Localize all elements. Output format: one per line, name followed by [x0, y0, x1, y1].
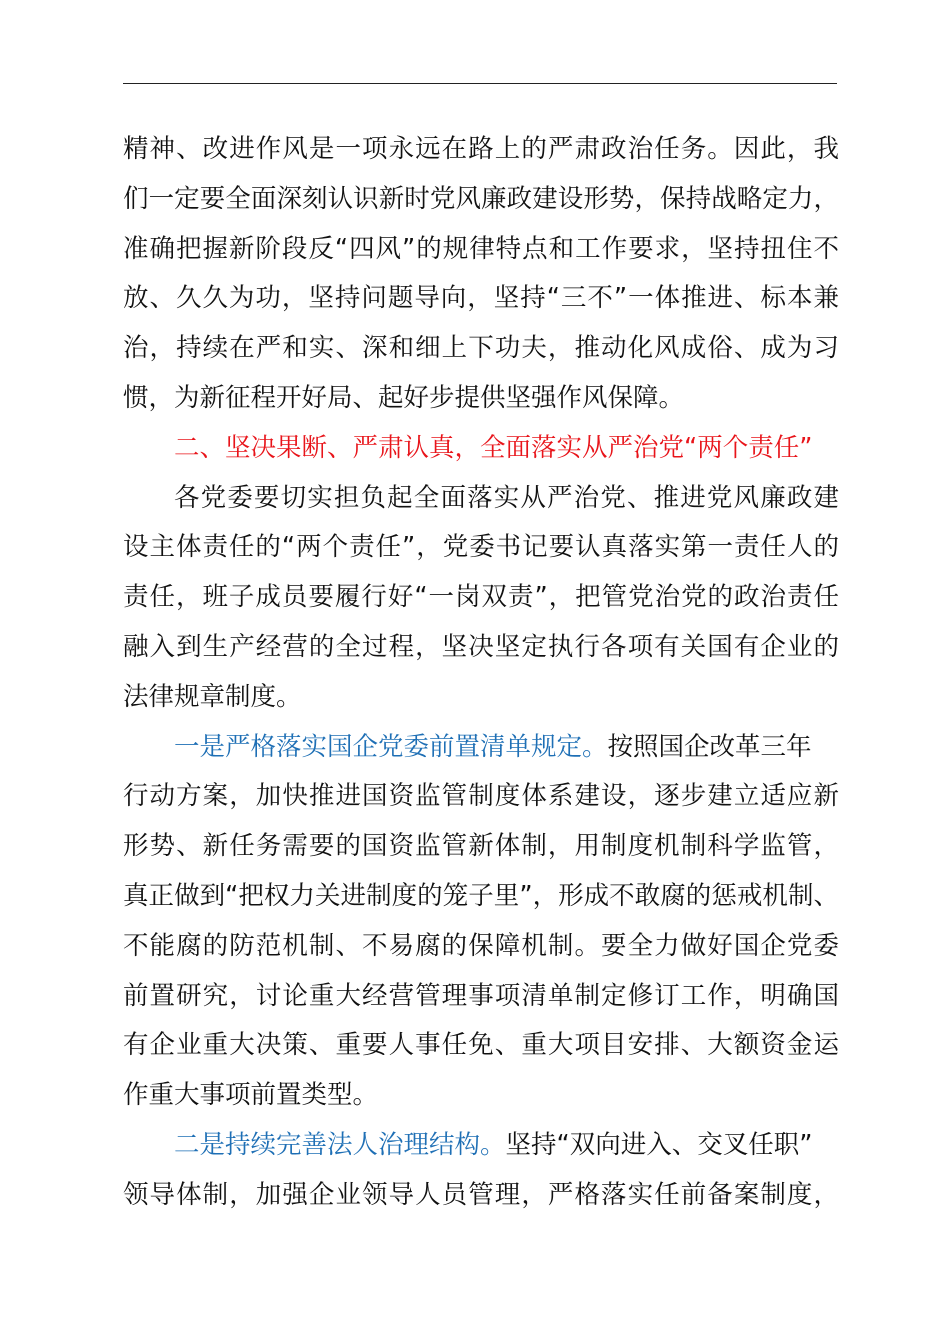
text-line: 融入到生产经营的全过程，坚决坚定执行各项有关国有企业的 — [123, 631, 839, 662]
text-line: 放、久久为功，坚持问题导向，坚持“三不”一体推进、标本兼 — [123, 283, 839, 314]
text-line: 法律规章制度。 — [123, 681, 302, 712]
paragraph-continuation — [123, 125, 839, 424]
text-line — [123, 723, 839, 773]
text-line: 真正做到“把权力关进制度的笼子里”，形成不敢腐的惩戒机制、 — [123, 880, 839, 911]
text-line: 惯，为新征程开好局、起好步提供坚强作风保障。 — [123, 382, 685, 413]
text-line: 形势、新任务需要的国资监管新体制，用制度机制科学监管， — [123, 831, 839, 862]
point-two-text: 坚持“双向进入、交叉任职” — [505, 1129, 813, 1160]
text-line: 不能腐的防范机制、不易腐的保障机制。要全力做好国企党委 — [123, 930, 839, 961]
text-line: 各党委要切实担负起全面落实从严治党、推进党风廉政建 — [174, 482, 839, 513]
paragraph-point-one — [123, 723, 839, 1121]
text-line: 设主体责任的“两个责任”，党委书记要认真落实第一责任人的 — [123, 532, 839, 563]
text-line: 行动方案，加快推进国资监管制度体系建设，逐步建立适应新 — [123, 781, 839, 812]
point-one-title: 一是严格落实国企党委前置清单规定。 — [174, 731, 608, 762]
text-line: 责任，班子成员要履行好“一岗双责”，把管党治党的政治责任 — [123, 582, 839, 613]
text-line — [123, 1121, 839, 1171]
text-line: 精神、改进作风是一项永远在路上的严肃政治任务。因此，我 — [123, 134, 839, 164]
text-line: 准确把握新阶段反“四风”的规律特点和工作要求，坚持扭住不 — [123, 233, 839, 264]
header-rule — [123, 83, 837, 84]
text-line: 前置研究，讨论重大经营管理事项清单制定修订工作，明确国 — [123, 980, 839, 1011]
text-line: 治，持续在严和实、深和细上下功夫，推动化风成俗、成为习 — [123, 333, 839, 364]
text-line: 领导体制，加强企业领导人员管理，严格落实任前备案制度， — [123, 1179, 839, 1210]
section-heading: 二、坚决果断、严肃认真，全面落实从严治党“两个责任” — [174, 432, 813, 463]
point-one-text: 按照国企改革三年 — [607, 731, 812, 762]
point-two-title: 二是持续完善法人治理结构。 — [174, 1129, 506, 1160]
text-line: 作重大事项前置类型。 — [123, 1080, 379, 1111]
text-line: 有企业重大决策、重要人事任免、重大项目安排、大额资金运 — [123, 1030, 839, 1061]
text-line: 们一定要全面深刻认识新时党风廉政建设形势，保持战略定力， — [123, 183, 839, 214]
paragraph-responsibilities — [123, 474, 839, 723]
paragraph-point-two — [123, 1121, 839, 1221]
document-body — [123, 125, 839, 1221]
